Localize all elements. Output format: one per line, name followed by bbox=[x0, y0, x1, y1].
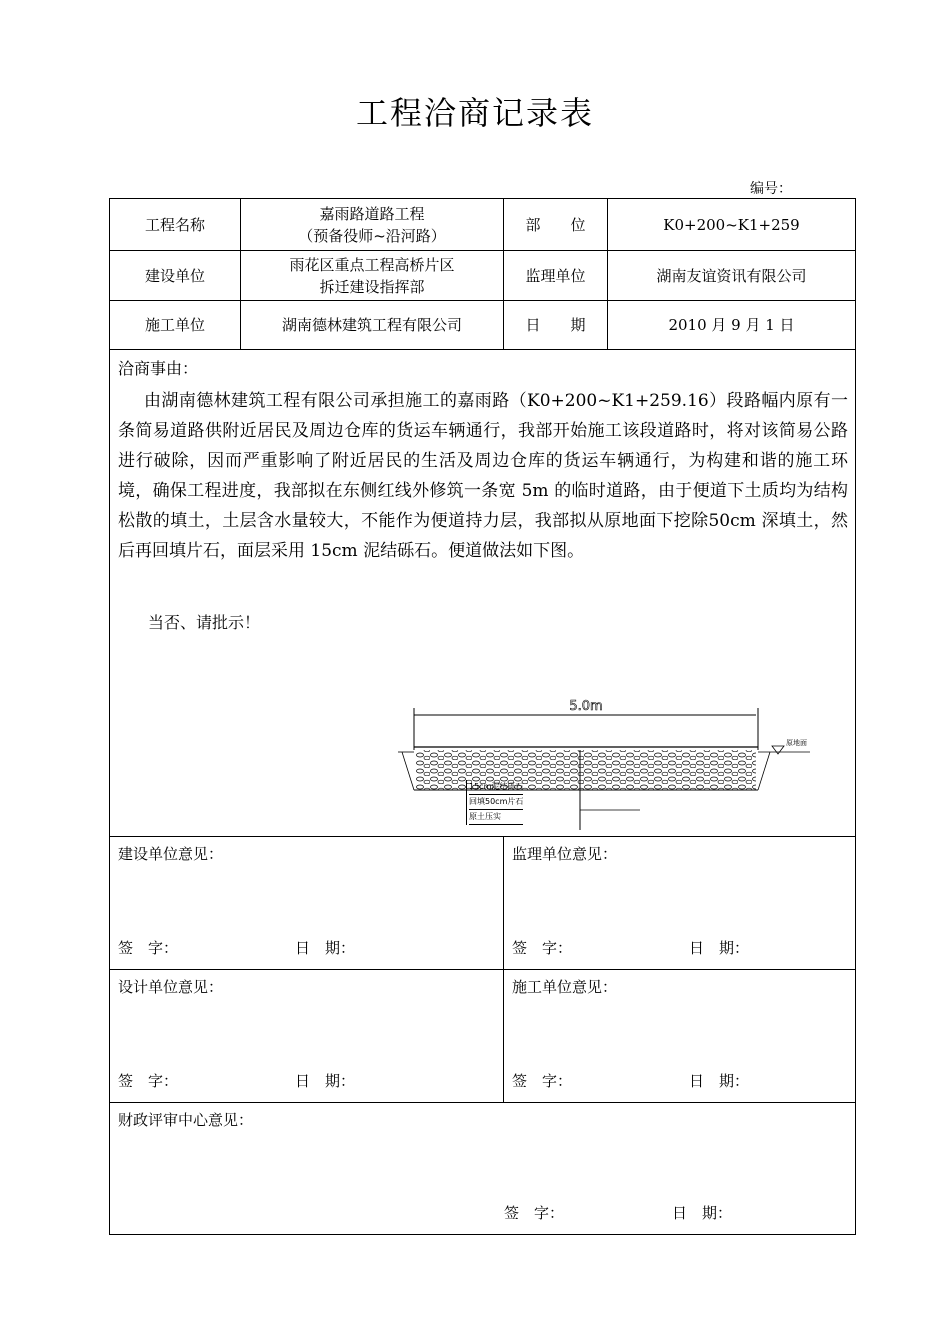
project-name-value bbox=[241, 199, 504, 251]
finance-date-label: 日 期： bbox=[672, 1204, 733, 1222]
project-name-line1: 嘉雨路道路工程 bbox=[319, 204, 425, 223]
supervisor-label: 监理单位 bbox=[504, 251, 608, 301]
builder-line2: 拆迁建设指挥部 bbox=[319, 277, 425, 296]
contractor-label: 施工单位 bbox=[110, 301, 241, 350]
contractor-opinion-label: 施工单位意见： bbox=[512, 978, 618, 996]
contractor-date-label: 日 期： bbox=[689, 1072, 750, 1090]
legend-layer-2: 回填50cm片石 bbox=[469, 795, 523, 810]
builder-value bbox=[241, 251, 504, 301]
serial-number-label: 编号： bbox=[750, 181, 792, 197]
matter-body: 由湖南德林建筑工程有限公司承担施工的嘉雨路（K0+200~K1+259.16）段路幅内原有一条简易道路供附近居民及周边仓库的货运车辆通行，我部开始施工该段道路时，将对该简易公路进行破除，因而严重影响了附近居民的生活及周边仓库的货运车辆通行，为构建和谐的施工环境，确保工程进度，我部拟在东侧红线外修筑一条宽 5m 的临时道路，由于便道下土质均为结构松散的填土，土层含水量较大，不能作为便道持力层，我部拟从原地面下挖除50cm 深填土，然后再回填片石，面层采用 15cm 泥结砾石。便道做法如下图。 bbox=[118, 391, 848, 561]
date-value: 2010 月 9 月 1 日 bbox=[608, 301, 856, 350]
finance-sign-label: 签 字： bbox=[504, 1204, 565, 1222]
supervisor-value: 湖南友谊资讯有限公司 bbox=[608, 251, 856, 301]
width-label: 5.0m bbox=[569, 699, 603, 714]
matter-label: 洽商事由： bbox=[118, 359, 199, 378]
builder-sign-label: 签 字： bbox=[118, 939, 179, 957]
builder-opinion-label: 建设单位意见： bbox=[118, 845, 224, 863]
page-title: 工程洽商记录表 bbox=[355, 94, 594, 132]
matter-cell bbox=[110, 350, 856, 837]
finance-opinion-cell bbox=[110, 1103, 856, 1235]
supervisor-opinion-cell bbox=[504, 837, 856, 970]
contractor-sign-label: 签 字： bbox=[512, 1072, 573, 1090]
finance-opinion-label: 财政评审中心意见： bbox=[118, 1111, 254, 1129]
builder-date-label: 日 期： bbox=[295, 939, 356, 957]
location-label: 部 位 bbox=[504, 199, 608, 251]
contractor-value: 湖南德林建筑工程有限公司 bbox=[241, 301, 504, 350]
project-name-label: 工程名称 bbox=[110, 199, 241, 251]
legend-layer-1: 15cm泥结砾石 bbox=[469, 780, 523, 795]
date-label: 日 期 bbox=[504, 301, 608, 350]
designer-date-label: 日 期： bbox=[295, 1072, 356, 1090]
legend-layer-3: 原土压实 bbox=[469, 810, 523, 825]
record-table bbox=[109, 198, 856, 1235]
supervisor-sign-label: 签 字： bbox=[512, 939, 573, 957]
builder-label: 建设单位 bbox=[110, 251, 241, 301]
location-value: K0+200~K1+259 bbox=[608, 199, 856, 251]
project-name-line2: （预备役师~沿河路） bbox=[298, 226, 446, 245]
supervisor-date-label: 日 期： bbox=[689, 939, 750, 957]
ground-label: 原地面 bbox=[786, 739, 807, 747]
matter-request: 当否、请批示！ bbox=[148, 613, 261, 632]
contractor-opinion-cell bbox=[504, 970, 856, 1103]
designer-sign-label: 签 字： bbox=[118, 1072, 179, 1090]
builder-line1: 雨花区重点工程高桥片区 bbox=[289, 255, 455, 274]
designer-opinion-label: 设计单位意见： bbox=[118, 978, 224, 996]
supervisor-opinion-label: 监理单位意见： bbox=[512, 845, 618, 863]
diagram-layer-legend bbox=[466, 780, 523, 825]
designer-opinion-cell bbox=[110, 970, 504, 1103]
builder-opinion-cell bbox=[110, 837, 504, 970]
